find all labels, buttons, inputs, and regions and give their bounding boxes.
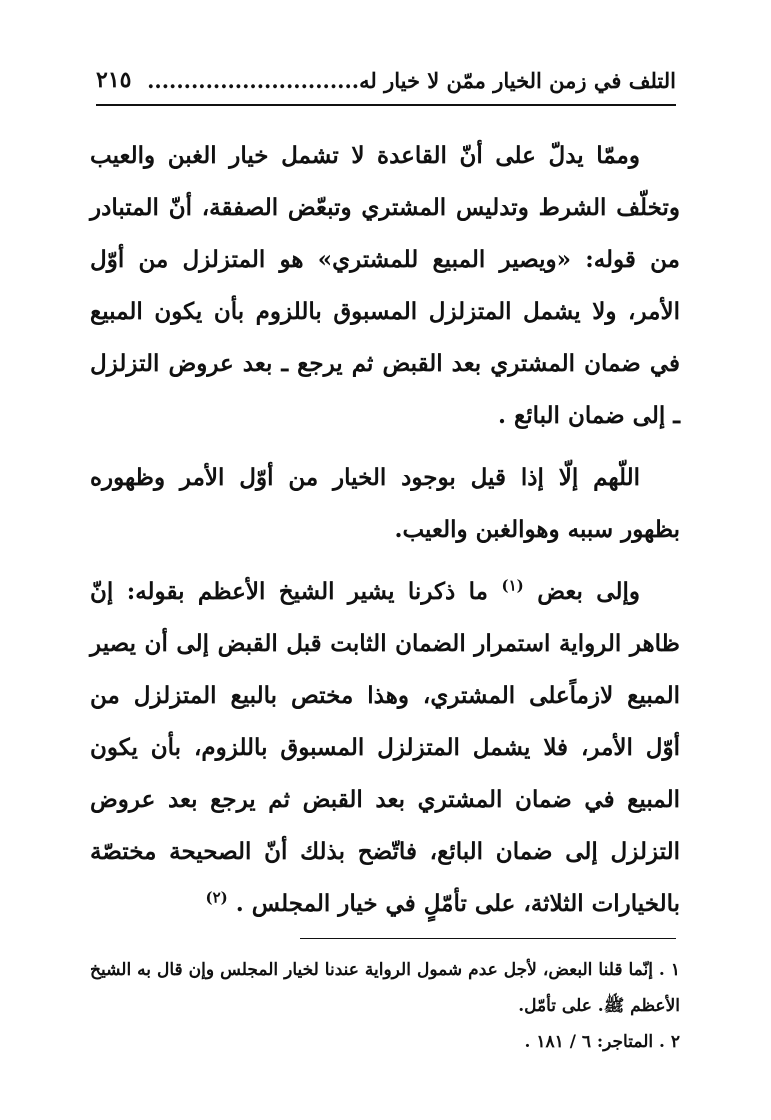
paragraph-3-start: وإلى بعض [537, 578, 640, 605]
paragraph-3 [90, 566, 680, 930]
paragraph-3-rest: ما ذكرنا يشير الشيخ الأعظم بقوله: إنّ ظاهر الرواية استمرار الضمان الثابت قبل القبض إلى أن يصير المبيع لازماًعلى المشتري، وهذا مختص بالبيع المتزلزل من أوّل الأمر، فلا يشمل المتزلزل المسبوق باللزوم، بأن يكون المبيع في ضمان المشتري بعد القبض ثم يرجع بعد عروض التزلزل إلى ضمان البائع، فاتّضح بذلك أنّ الصحيحة مختصّة بالخيارات الثلاثة، على تأمّلٍ في خيار المجلس . [90, 578, 680, 917]
footnote-1: ١ . إنّما قلنا البعض، لأجل عدم شمول الرواية عندنا لخيار المجلس وإن قال به الشيخ الأعظم ﷺ. على تأمّل. [90, 960, 680, 1016]
footnote-rule [300, 938, 676, 939]
running-header [96, 62, 676, 98]
footnote-ref-1[interactable]: (١) [501, 576, 524, 595]
footnote-2: ٢ . المتاجر: ٦ / ١٨١ . [524, 1032, 680, 1052]
running-title: التلف في زمن الخيار ممّن لا خيار له............................. [147, 67, 676, 93]
footnotes [90, 952, 680, 1060]
page-number: ٢١٥ [96, 67, 132, 93]
paragraph-1: وممّا يدلّ على أنّ القاعدة لا تشمل خيار الغبن والعيب وتخلّف الشرط وتدليس المشتري وتبعّض الصفقة، أنّ المتبادر من قوله: «ويصير المبيع للمشتري» هو المتزلزل من أوّل الأمر، ولا يشمل المتزلزل المسبوق باللزوم بأن يكون المبيع في ضمان المشتري بعد القبض ثم يرجع ـ بعد عروض التزلزل ـ إلى ضمان البائع . [90, 142, 680, 429]
paragraph-2: اللّهم إلّا إذا قيل بوجود الخيار من أوّل الأمر وظهوره بظهور سببه وهوالغبن والعيب. [90, 464, 680, 543]
main-text [90, 130, 680, 940]
header-rule [96, 104, 676, 106]
footnote-ref-2[interactable]: (٢) [205, 888, 228, 907]
